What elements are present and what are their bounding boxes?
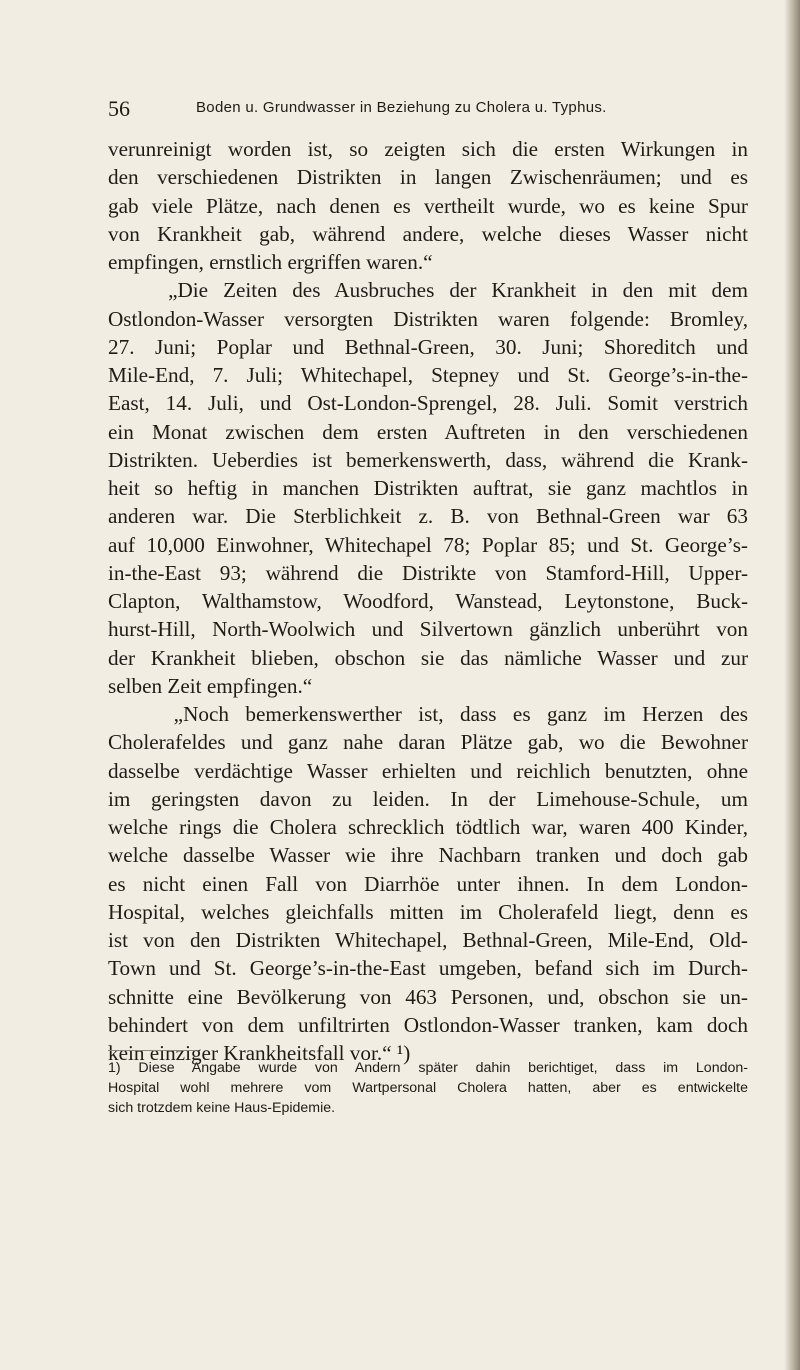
text-line: hurst-Hill, North-Woolwich und Silvertown gänzlich unberührt von	[108, 617, 748, 642]
text-line: Hospital, welches gleichfalls mitten im Cholerafeld liegt, denn es	[108, 899, 748, 924]
running-title: Boden u. Grundwasser in Beziehung zu Cholera u. Typhus.	[196, 99, 607, 116]
body-text	[108, 135, 748, 1067]
text-line: gab viele Plätze, nach denen es vertheilt wurde, wo es keine Spur	[108, 193, 748, 218]
text-line: verunreinigt worden ist, so zeigten sich die ersten Wirkungen in	[108, 137, 748, 161]
text-line: ein Monat zwischen dem ersten Auftreten in den verschiedenen	[108, 419, 748, 444]
text-line: „Die Zeiten des Ausbruches der Krankheit in den mit dem	[108, 278, 748, 303]
text-line: kein einziger Krankheitsfall vor.“ ¹)	[108, 1041, 411, 1065]
footnote-divider	[108, 1050, 194, 1051]
footnote-block	[108, 1058, 748, 1118]
text-line: anderen war. Die Sterblichkeit z. B. von Bethnal-Green war 63	[108, 504, 748, 529]
text-line: Town und St. George’s-in-the-East umgeben, befand sich im Durch-	[108, 956, 748, 981]
text-line: Distrikten. Ueberdies ist bemerkenswerth, dass, während die Krank-	[108, 447, 748, 472]
text-line: Cholerafeldes und ganz nahe daran Plätze gab, wo die Bewohner	[108, 730, 748, 755]
text-line: schnitte eine Bevölkerung von 463 Personen, und, obschon sie un-	[108, 984, 748, 1009]
text-line: heit so heftig in manchen Distrikten auftrat, sie ganz machtlos in	[108, 476, 748, 500]
text-line: welche rings die Cholera schrecklich tödtlich war, waren 400 Kinder,	[108, 815, 748, 839]
text-line: den verschiedenen Distrikten in langen Zwischenräumen; und es	[108, 165, 748, 190]
footnote-line: 1) Diese Angabe wurde von Andern später dahin berichtiget, dass im London-	[108, 1060, 748, 1076]
footnote-line: sich trotzdem keine Haus-Epidemie.	[108, 1100, 336, 1116]
text-line: im geringsten davon zu leiden. In der Limehouse-Schule, um	[108, 786, 748, 811]
text-line: 27. Juni; Poplar und Bethnal-Green, 30. Juni; Shoreditch und	[108, 334, 748, 359]
text-line: „Noch bemerkenswerther ist, dass es ganz im Herzen des	[108, 702, 748, 726]
text-line: East, 14. Juli, und Ost-London-Sprengel, 28. Juli. Somit verstrich	[108, 391, 748, 416]
text-line: welche dasselbe Wasser wie ihre Nachbarn tranken und doch gab	[108, 843, 748, 868]
text-line: dasselbe verdächtige Wasser erhielten und reichlich benutzten, ohne	[108, 758, 748, 783]
text-line: von Krankheit gab, während andere, welche dieses Wasser nicht	[108, 221, 748, 246]
page-edge-shadow	[784, 0, 800, 1370]
page-header	[108, 96, 748, 126]
text-line: Mile-End, 7. Juli; Whitechapel, Stepney und St. George’s-in-the-	[108, 363, 748, 387]
page-number: 56	[108, 96, 130, 121]
text-line: auf 10,000 Einwohner, Whitechapel 78; Poplar 85; und St. George’s-	[108, 532, 748, 557]
text-line: selben Zeit empfingen.“	[108, 673, 313, 698]
text-line: in-the-East 93; während die Distrikte von Stamford-Hill, Upper-	[108, 560, 748, 585]
text-line: behindert von dem unfiltrirten Ostlondon-Wasser tranken, kam doch	[108, 1012, 748, 1037]
text-line: der Krankheit blieben, obschon sie das nämliche Wasser und zur	[108, 645, 748, 670]
text-line: Ostlondon-Wasser versorgten Distrikten waren folgende: Bromley,	[108, 306, 748, 331]
text-line: Clapton, Walthamstow, Woodford, Wanstead, Leytonstone, Buck-	[108, 589, 748, 613]
footnote-line: Hospital wohl mehrere vom Wartpersonal Cholera hatten, aber es entwickelte	[108, 1080, 748, 1096]
text-line: empfingen, ernstlich ergriffen waren.“	[108, 250, 433, 274]
text-line: es nicht einen Fall von Diarrhöe unter ihnen. In dem London-	[108, 871, 748, 896]
text-line: ist von den Distrikten Whitechapel, Bethnal-Green, Mile-End, Old-	[108, 928, 748, 952]
